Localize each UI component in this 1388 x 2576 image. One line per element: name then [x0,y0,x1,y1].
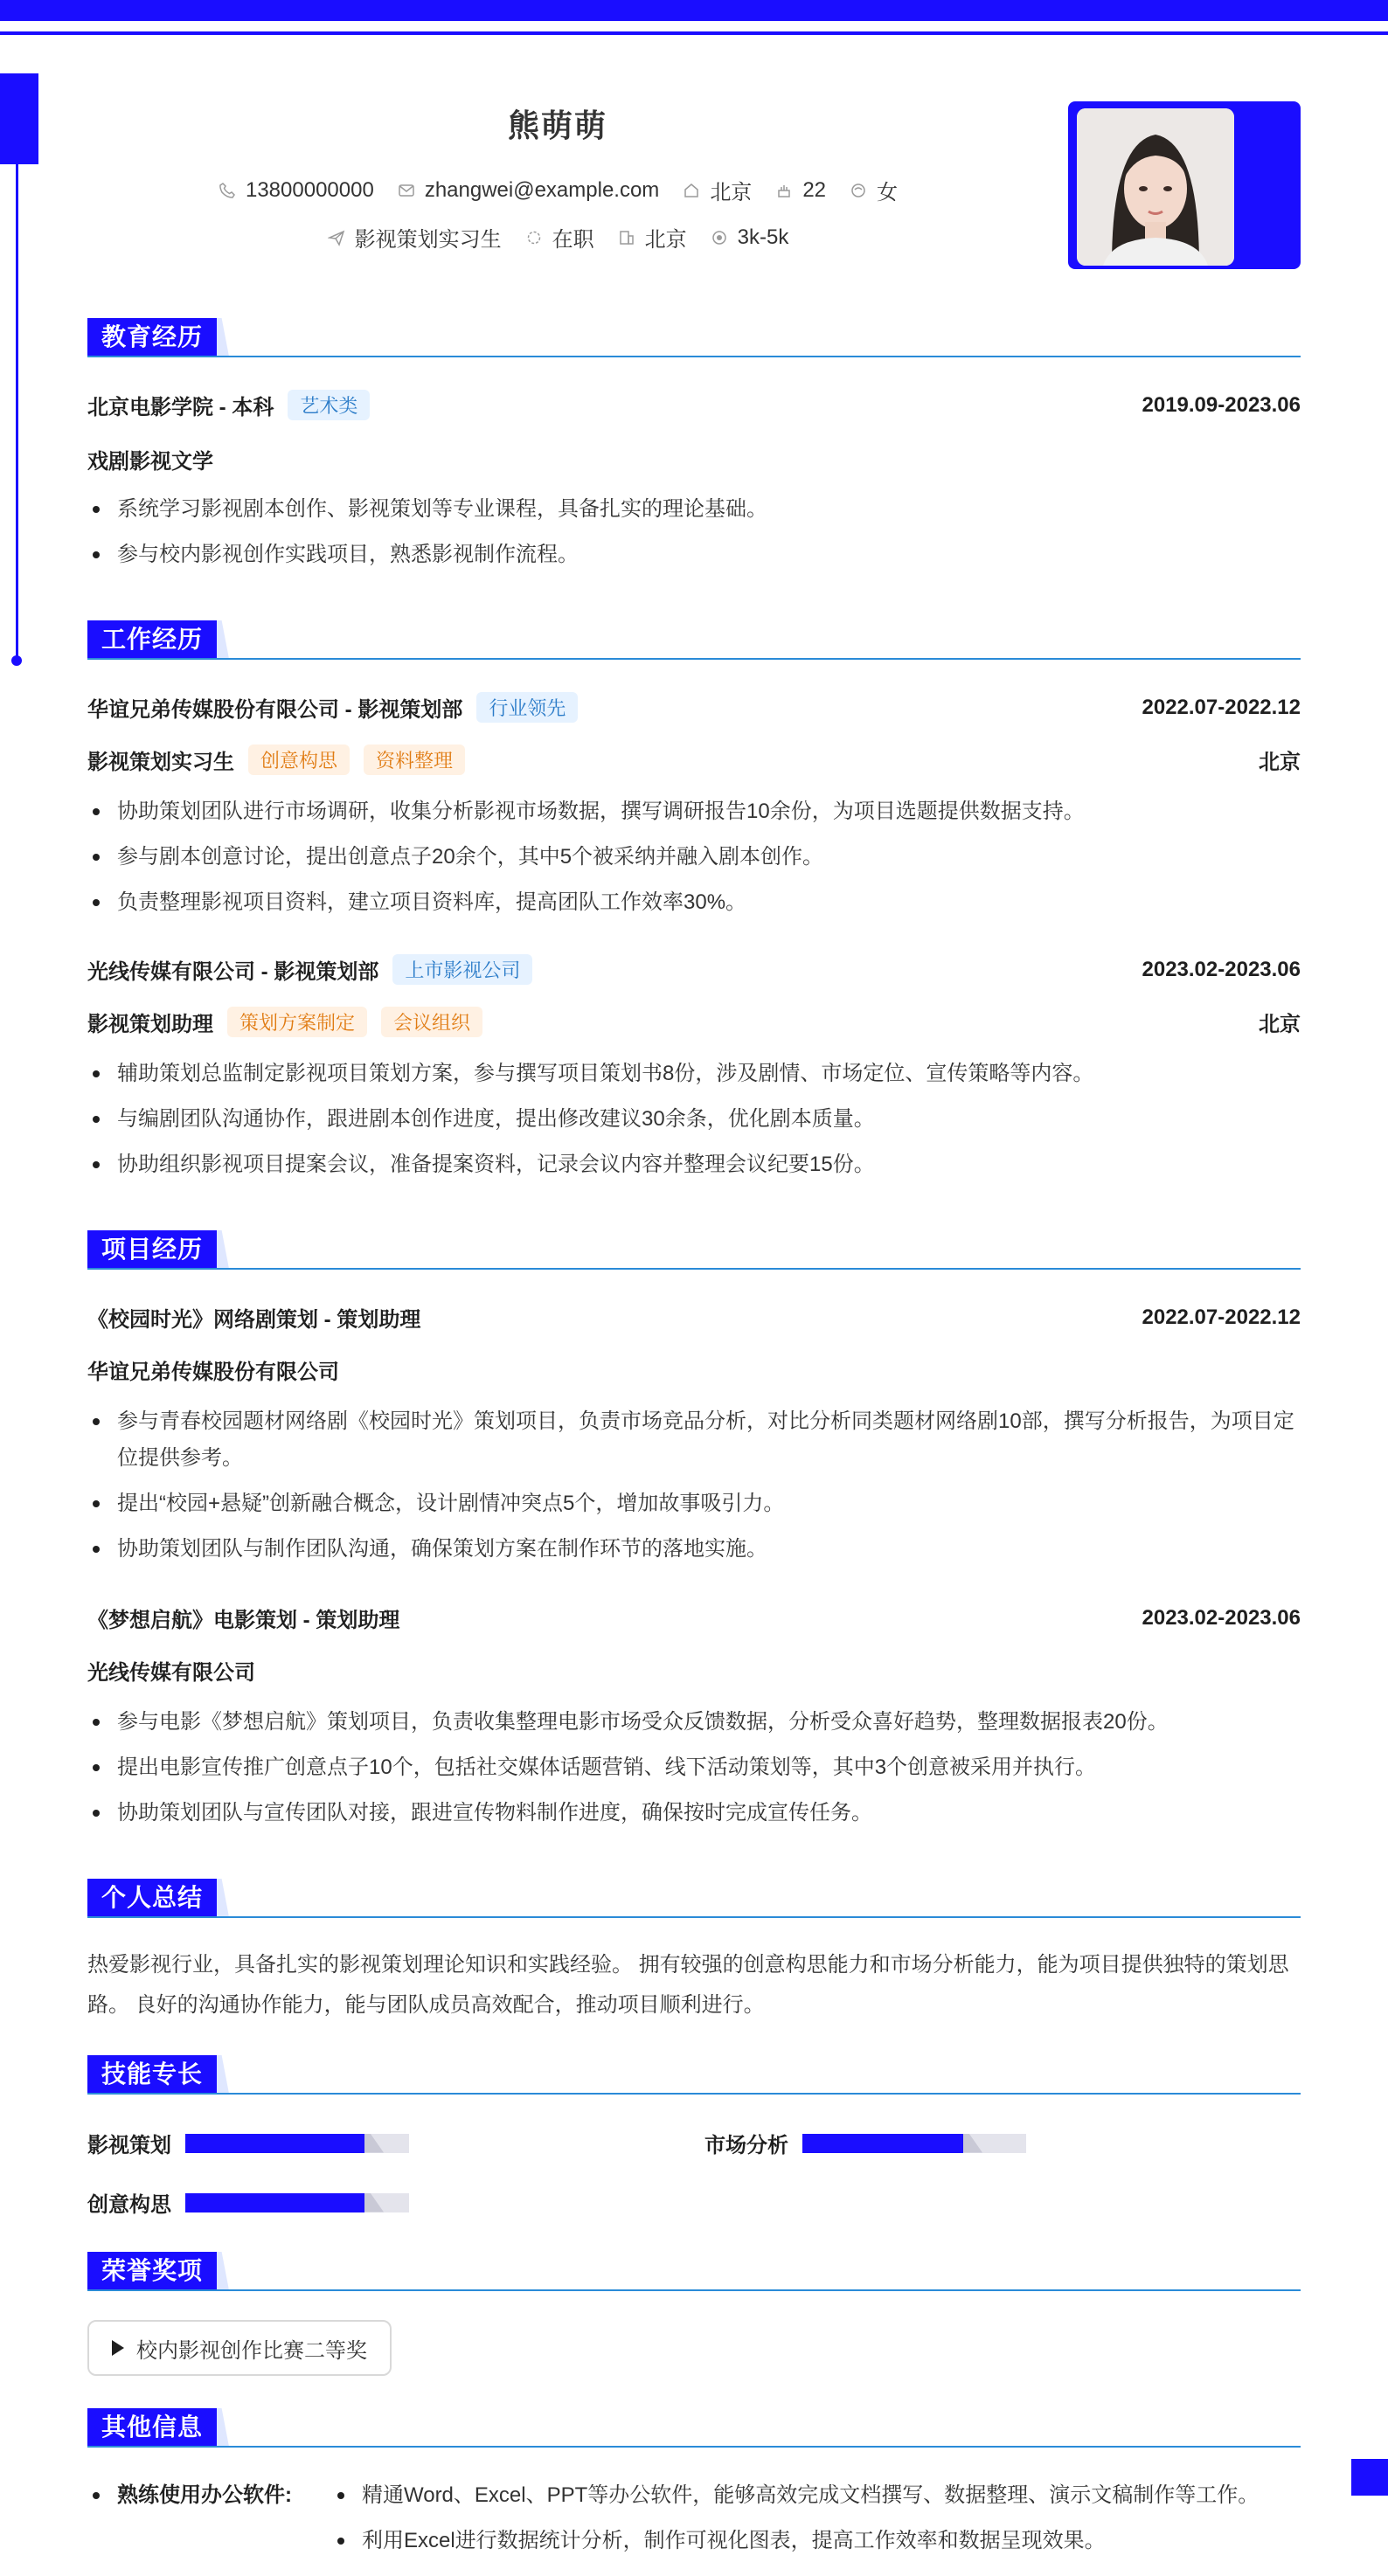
section-title-projects: 项目经历 [87,1230,229,1269]
phone-text: 13800000000 [245,177,374,202]
skill-name: 影视策划 [87,2134,171,2157]
project-1-header [87,1302,1301,1333]
work-location: 北京 [1259,751,1301,774]
project-dates: 2023.02-2023.06 [1142,1605,1301,1630]
role-title: 影视策划助理 [87,1013,213,1036]
section-divider [87,2289,1301,2291]
work-location: 北京 [1259,1013,1301,1036]
profile-photo [1077,108,1234,266]
award-label: 校内影视创作比赛二等奖 [136,2338,367,2363]
home-icon [682,181,701,200]
list-item: 参与电影《梦想启航》策划项目，负责收集整理电影市场受众反馈数据，分析受众喜好趋势，整理数据报表20份。 [87,1704,1301,1741]
list-item: 参与剧本创意讨论，提出创意点子20余个，其中5个被采纳并融入剧本创作。 [87,839,1301,876]
other-item-list [332,2477,1259,2568]
target-city-text: 北京 [644,228,687,252]
target-job-text: 影视策划实习生 [354,228,502,252]
job-intent-row [87,222,1028,253]
company-tag: 上市影视公司 [392,954,532,985]
gender-text: 女 [877,181,899,204]
company-name: 光线传媒有限公司 - 影视策划部 [87,960,379,984]
project-2-header [87,1603,1301,1633]
target-city-item [617,222,687,253]
paper-plane-icon [327,228,346,247]
work-2-header [87,954,1301,985]
school-name: 北京电影学院 - 本科 [87,396,274,419]
section-divider [87,356,1301,357]
top-accent-line [0,31,1388,35]
education-major-row [87,444,1301,474]
work-1-bullets [87,793,1301,930]
education-dates: 2019.09-2023.06 [1142,392,1301,417]
work-dates: 2022.07-2022.12 [1142,695,1301,719]
other-info [87,2477,1301,2568]
cake-icon [774,181,794,200]
role-tag: 策划方案制定 [227,1007,367,1037]
list-item: 辅助策划总监制定影视项目策划方案，参与撰写项目策划书8份，涉及剧情、市场定位、宣传策略等内容。 [87,1056,1301,1092]
status-text: 在职 [552,228,594,252]
gender-icon [849,181,868,200]
section-divider [87,1268,1301,1270]
project-2-bullets [87,1704,1301,1840]
skill-name: 市场分析 [704,2134,788,2157]
list-item: 协助策划团队与宣传团队对接，跟进宣传物料制作进度，确保按时完成宣传任务。 [87,1795,1301,1832]
project-org: 华谊兄弟传媒股份有限公司 [87,1361,339,1384]
skill-bar-fill [185,2134,364,2153]
work-2-role-row [87,1007,1301,1037]
target-job-item [327,222,502,253]
list-item: 提出电影宣传推广创意点子10个，包括社交媒体话题营销、线下活动策划等，其中3个创意被采用并执行。 [87,1749,1301,1786]
salary-text: 3k-5k [737,225,789,249]
project-1-bullets [87,1403,1301,1576]
section-divider [87,1916,1301,1918]
age-item [774,178,826,203]
project-title: 《校园时光》网络剧策划 - 策划助理 [87,1308,421,1332]
list-item: 参与青春校园题材网络剧《校园时光》策划项目，负责市场竞品分析，对比分析同类题材网络剧10部，撰写分析报告，为项目定位提供参考。 [87,1403,1301,1477]
work-1-header [87,692,1301,723]
skill-bar [185,2134,409,2153]
city-text: 北京 [710,181,753,204]
list-item: 精通Word、Excel、PPT等办公软件，能够高效完成文档撰写、数据整理、演示文稿制作等工作。 [332,2477,1259,2514]
section-title-awards: 荣誉奖项 [87,2252,229,2290]
project-1-org-row [87,1354,1301,1385]
status-icon [524,228,544,247]
phone-icon [218,181,237,200]
gender-item [849,175,898,205]
skill-bar [185,2193,409,2212]
skill-bar-fill [185,2193,364,2212]
list-item: 协助策划团队进行市场调研，收集分析影视市场数据，撰写调研报告10余份，为项目选题提供数据支持。 [87,793,1301,830]
skill-name: 创意构思 [87,2193,171,2217]
work-dates: 2023.02-2023.06 [1142,957,1301,981]
email-item [397,178,660,203]
left-timeline-rail [16,164,18,661]
role-title: 影视策划实习生 [87,751,234,774]
status-item [524,222,594,253]
mail-icon [397,181,416,200]
list-item: 负责整理影视项目资料，建立项目资料库，提高团队工作效率30%。 [87,884,1301,921]
other-item-head: 熟练使用办公软件: [87,2477,332,2568]
project-2-org-row [87,1655,1301,1686]
list-item: 协助组织影视项目提案会议，准备提案资料，记录会议内容并整理会议纪要15份。 [87,1146,1301,1183]
section-divider [87,2093,1301,2095]
section-divider [87,2446,1301,2448]
role-tag: 会议组织 [381,1007,482,1037]
skill-item [87,2128,409,2158]
work-2-bullets [87,1056,1301,1192]
left-accent-block [0,73,38,164]
contact-row [87,175,1028,205]
major: 戏剧影视文学 [87,450,213,474]
play-icon [112,2340,124,2356]
education-header [87,390,1301,420]
section-title-education: 教育经历 [87,318,229,357]
list-item: 提出“校园+悬疑”创新融合概念，设计剧情冲突点5个，增加故事吸引力。 [87,1485,1301,1522]
coin-icon [710,228,729,247]
list-item: 参与校内影视创作实践项目，熟悉影视制作流程。 [87,537,1301,573]
project-title: 《梦想启航》电影策划 - 策划助理 [87,1609,400,1632]
summary-text: 热爱影视行业，具备扎实的影视策划理论知识和实践经验。 拥有较强的创意构思能力和市场分析能力，能为项目提供独特的策划思路。 良好的沟通协作能力，能与团队成员高效配合，推动项目顺利进行。 [87,1953,1289,2017]
left-timeline-dot [11,655,22,666]
list-item: 利用Excel进行数据统计分析，制作可视化图表，提高工作效率和数据呈现效果。 [332,2523,1259,2559]
right-accent-block [1351,2459,1388,2496]
skill-bar [802,2134,1026,2153]
city-item [682,175,752,205]
project-dates: 2022.07-2022.12 [1142,1305,1301,1329]
candidate-name: 熊萌萌 [507,107,607,143]
work-1-role-row [87,744,1301,775]
role-tag: 创意构思 [248,744,350,775]
section-title-summary: 个人总结 [87,1879,229,1917]
section-title-skills: 技能专长 [87,2055,229,2094]
other-item [87,2477,1301,2568]
list-item: 系统学习影视剧本创作、影视策划等专业课程，具备扎实的理论基础。 [87,491,1301,528]
section-title-work: 工作经历 [87,620,229,659]
email-text: zhangwei@example.com [424,177,660,202]
school-tag: 艺术类 [288,390,370,420]
skill-item [704,2128,1026,2158]
section-title-other: 其他信息 [87,2408,229,2447]
skill-item [87,2187,409,2218]
list-item: 协助策划团队与制作团队沟通，确保策划方案在制作环节的落地实施。 [87,1531,1301,1568]
top-accent-bar [0,0,1388,21]
building-icon [617,228,636,247]
list-item: 与编剧团队沟通协作，跟进剧本创作进度，提出修改建议30余条，优化剧本质量。 [87,1101,1301,1138]
role-tag: 资料整理 [364,744,465,775]
skill-bar-fill [802,2134,963,2153]
award-chip[interactable] [87,2320,392,2376]
section-divider [87,658,1301,660]
company-tag: 行业领先 [476,692,578,723]
project-org: 光线传媒有限公司 [87,1661,255,1685]
phone-item [218,178,374,203]
salary-item [710,225,789,250]
age-text: 22 [802,177,827,202]
education-bullets [87,491,1301,582]
company-name: 华谊兄弟传媒股份有限公司 - 影视策划部 [87,698,463,722]
